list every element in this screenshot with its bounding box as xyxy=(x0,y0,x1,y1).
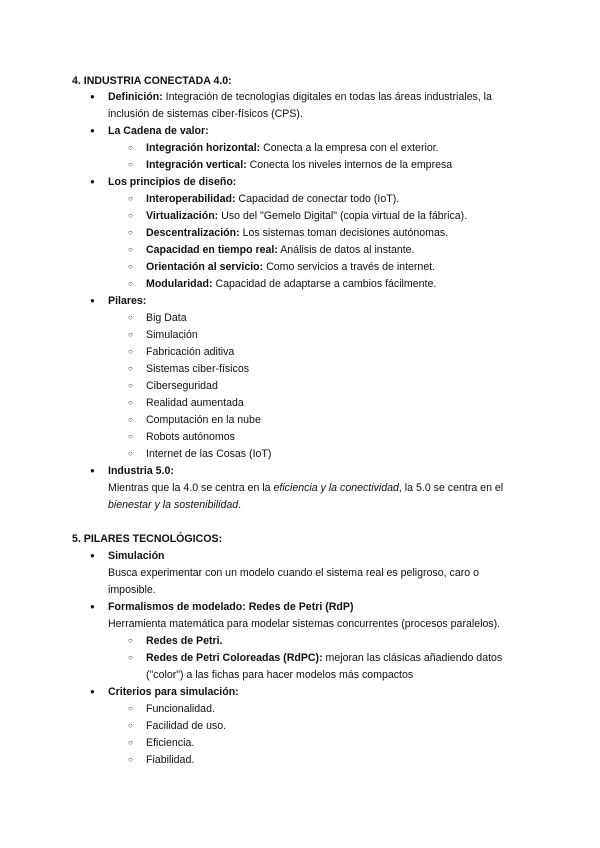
principio-item xyxy=(146,226,448,240)
item-label: Interoperabilidad: xyxy=(146,193,236,205)
item-label: Orientación al servicio: xyxy=(146,261,264,273)
item-text: Capacidad de conectar todo (IoT). xyxy=(235,193,400,205)
formalismos-label: Formalismos de modelado: Redes de Petri (RdP) xyxy=(108,601,354,613)
text-italic: eficiencia y la conectividad xyxy=(273,482,399,494)
circle-bullet-icon: ○ xyxy=(128,143,133,152)
bullet-icon: ● xyxy=(90,92,95,101)
text-italic: bienestar y la sostenibilidad xyxy=(108,499,239,511)
circle-bullet-icon: ○ xyxy=(128,721,133,730)
item-label: Descentralización: xyxy=(146,227,240,239)
item-text: mejoran las clásicas añadiendo datos xyxy=(322,652,503,664)
pilar-item: Simulación xyxy=(146,329,198,341)
text-part: Mientras que la 4.0 se centra en la xyxy=(108,482,274,494)
item-label: Modularidad: xyxy=(146,278,213,290)
simulacion-text-cont: imposible. xyxy=(108,584,156,596)
definicion-label: Definición: xyxy=(108,91,163,103)
section-4-title: 4. INDUSTRIA CONECTADA 4.0: xyxy=(72,75,232,87)
simulacion-label: Simulación xyxy=(108,550,165,562)
cadena-item xyxy=(146,141,439,155)
industria5-label: Industria 5.0: xyxy=(108,465,174,477)
circle-bullet-icon: ○ xyxy=(128,330,133,339)
pilar-item: Ciberseguridad xyxy=(146,380,218,392)
circle-bullet-icon: ○ xyxy=(128,738,133,747)
simulacion-text: Busca experimentar con un modelo cuando el sistema real es peligroso, caro o xyxy=(108,567,479,579)
industria5-text-cont xyxy=(108,498,241,512)
bullet-icon: ● xyxy=(90,126,95,135)
principio-item xyxy=(146,192,399,206)
principios-label: Los principios de diseño: xyxy=(108,176,237,188)
item-label: Virtualización: xyxy=(146,210,219,222)
rdp-label: Redes de Petri. xyxy=(146,635,223,647)
bullet-icon: ● xyxy=(90,687,95,696)
circle-bullet-icon: ○ xyxy=(128,704,133,713)
bullet-icon: ● xyxy=(90,551,95,560)
circle-bullet-icon: ○ xyxy=(128,415,133,424)
pilar-item: Big Data xyxy=(146,312,187,324)
circle-bullet-icon: ○ xyxy=(128,364,133,373)
rdpc-text-cont: ("color") a las fichas para hacer modelos más compactos xyxy=(146,669,414,681)
text-part: . xyxy=(238,499,242,511)
circle-bullet-icon: ○ xyxy=(128,279,133,288)
criterio-item: Funcionalidad. xyxy=(146,703,215,715)
item-text: Capacidad de adaptarse a cambios fácilmente. xyxy=(212,278,437,290)
circle-bullet-icon: ○ xyxy=(128,245,133,254)
text-part: , la 5.0 se centra en el xyxy=(398,482,504,494)
bullet-icon: ● xyxy=(90,177,95,186)
criterio-item: Fiabilidad. xyxy=(146,754,195,766)
pilar-item: Robots autónomos xyxy=(146,431,235,443)
circle-bullet-icon: ○ xyxy=(128,636,133,645)
criterio-item: Facilidad de uso. xyxy=(146,720,227,732)
pilar-item: Sistemas ciber-físicos xyxy=(146,363,250,375)
circle-bullet-icon: ○ xyxy=(128,449,133,458)
bullet-icon: ● xyxy=(90,296,95,305)
circle-bullet-icon: ○ xyxy=(128,160,133,169)
industria5-text xyxy=(108,481,503,495)
circle-bullet-icon: ○ xyxy=(128,432,133,441)
circle-bullet-icon: ○ xyxy=(128,398,133,407)
pilar-item: Computación en la nube xyxy=(146,414,261,426)
pilar-item: Fabricación aditiva xyxy=(146,346,235,358)
pilar-item: Internet de las Cosas (IoT) xyxy=(146,448,272,460)
item-label: Capacidad en tiempo real: xyxy=(146,244,278,256)
circle-bullet-icon: ○ xyxy=(128,755,133,764)
circle-bullet-icon: ○ xyxy=(128,228,133,237)
criterio-item: Eficiencia. xyxy=(146,737,195,749)
item-text: Como servicios a través de internet. xyxy=(263,261,436,273)
item-text: Análisis de datos al instante. xyxy=(277,244,415,256)
principio-item xyxy=(146,260,435,274)
principio-item xyxy=(146,277,436,291)
item-text: Los sistemas toman decisiones autónomas. xyxy=(239,227,449,239)
item-text: Conecta a la empresa con el exterior. xyxy=(260,142,439,154)
formalismos-text: Herramienta matemática para modelar sistemas concurrentes (procesos paralelos). xyxy=(108,618,501,630)
definicion-line xyxy=(108,90,492,104)
circle-bullet-icon: ○ xyxy=(128,347,133,356)
pilares-label: Pilares: xyxy=(108,295,147,307)
criterios-label: Criterios para simulación: xyxy=(108,686,239,698)
item-label: Integración vertical: xyxy=(146,159,247,171)
item-text: Uso del "Gemelo Digital" (copia virtual de la fábrica). xyxy=(218,210,468,222)
circle-bullet-icon: ○ xyxy=(128,194,133,203)
circle-bullet-icon: ○ xyxy=(128,313,133,322)
section-5-title: 5. PILARES TECNOLÓGICOS: xyxy=(72,533,223,545)
circle-bullet-icon: ○ xyxy=(128,211,133,220)
definicion-text: Integración de tecnologías digitales en todas las áreas industriales, la xyxy=(162,91,492,103)
item-label: Redes de Petri Coloreadas (RdPC): xyxy=(146,652,323,664)
principio-item xyxy=(146,243,415,257)
cadena-label: La Cadena de valor: xyxy=(108,125,209,137)
pilar-item: Realidad aumentada xyxy=(146,397,244,409)
bullet-icon: ● xyxy=(90,466,95,475)
item-text: Conecta los niveles internos de la empresa xyxy=(246,159,453,171)
cadena-item xyxy=(146,158,452,172)
principio-item xyxy=(146,209,467,223)
item-label: Integración horizontal: xyxy=(146,142,261,154)
circle-bullet-icon: ○ xyxy=(128,381,133,390)
definicion-text-cont: inclusión de sistemas ciber-físicos (CPS). xyxy=(108,108,303,120)
circle-bullet-icon: ○ xyxy=(128,653,133,662)
rdpc-item xyxy=(146,651,502,665)
bullet-icon: ● xyxy=(90,602,95,611)
circle-bullet-icon: ○ xyxy=(128,262,133,271)
